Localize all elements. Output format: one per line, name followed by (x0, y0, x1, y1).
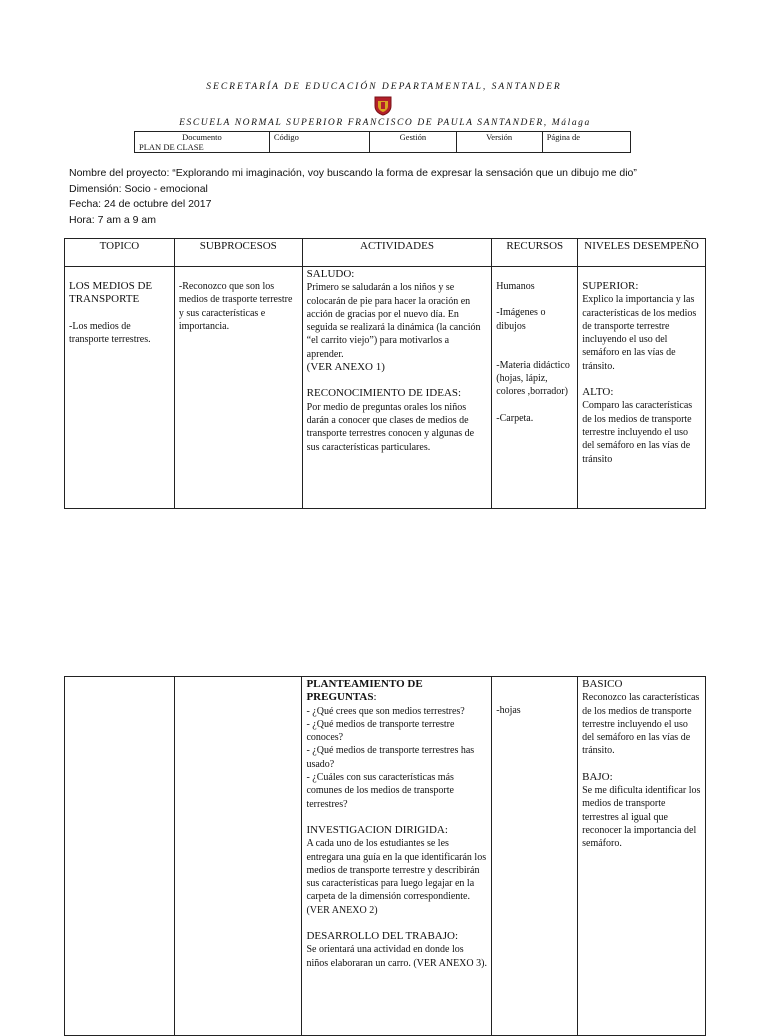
project-date: Fecha: 24 de octubre del 2017 (69, 198, 212, 210)
question-1: - ¿Qué crees que son medios terrestres? (306, 705, 465, 717)
saludo-title: SALUDO: (306, 268, 355, 280)
doc-cell-gestion: Gestión (370, 132, 456, 153)
header-niveles: NIVELES DESEMPEÑO (578, 239, 706, 267)
nivel-bajo-title: BAJO: (582, 770, 613, 783)
recurso-hojas: -hojas (496, 705, 521, 716)
cell-recursos (492, 267, 578, 509)
question-2: - ¿Qué medios de transporte terrestre conoces? (306, 718, 455, 744)
topico-title: LOS MEDIOS DE TRANSPORTE (69, 280, 153, 306)
secretaria-title: SECRETARÍA DE EDUCACIÓN DEPARTAMENTAL, SANTANDER (206, 82, 562, 92)
nivel-superior-text: Explico la importancia y las características de los medios de transporte terrestre incluyendo el uso del semáforo en las vías de tránsito. (582, 294, 697, 372)
nivel-alto-text: Comparo las características de los medios de transporte terrestre incluyendo el uso del semáforo en las vías de tránsito (582, 400, 693, 465)
doc-cell-version: Versión (456, 132, 542, 153)
question-3: - ¿Qué medios de transporte terrestres has usado? (306, 745, 475, 770)
school-crest-icon (374, 96, 392, 116)
project-time: Hora: 7 am a 9 am (69, 213, 156, 226)
investigacion-title: INVESTIGACION DIRIGIDA: (306, 823, 448, 836)
question-4: - ¿Cuáles con sus características más comunes de los medios de transporte terrestres? (306, 772, 454, 810)
doc-cell-pagina: Página de (542, 132, 630, 153)
nivel-basico-title: BASICO (582, 678, 623, 690)
project-info (69, 166, 637, 228)
subprocesos-text: -Reconozco que son los medios de trasporte terrestre y sus características e importancia. (178, 281, 293, 332)
recurso-humanos: Humanos (496, 281, 535, 292)
recurso-carpeta: -Carpeta. (496, 412, 534, 424)
nivel-bajo-text: Se me dificulta identificar los medios de transporte terrestres al igual que reconocer la importancia del semáforo. (582, 785, 701, 850)
header-actividades: ACTIVIDADES (302, 239, 492, 267)
planteamiento-colon: : (373, 691, 377, 704)
project-name: Nombre del proyecto: “Explorando mi imaginación, voy buscando la forma de expresar la sensación que un dibujo me dio” (69, 167, 637, 179)
header-topico: TOPICO (65, 239, 175, 267)
nivel-alto-title: ALTO: (582, 386, 614, 399)
recurso-material: -Materia didáctico (hojas, lápiz, colores ,borrador) (496, 359, 570, 398)
nivel-basico-text: Reconozco las características de los medios de transporte terrestre incluyendo el uso del semáforo en las vías de tránsito. (582, 692, 700, 757)
reconocimiento-text: Por medio de preguntas orales los niños darán a conocer que clases de medios de transporte terrestres conocen y algunas de sus características particulares. (306, 401, 475, 453)
desarrollo-title: DESARROLLO DEL TRABAJO: (306, 930, 459, 943)
doc-cell-documento (135, 132, 270, 153)
planteamiento-title (306, 678, 487, 705)
header-subprocesos: SUBPROCESOS (174, 239, 302, 267)
doc-label-plan: PLAN DE CLASE (139, 142, 204, 152)
escuela-title: ESCUELA NORMAL SUPERIOR FRANCISCO DE PAULA SANTANDER, Málaga (179, 118, 591, 128)
saludo-text: Primero se saludarán a los niños y se colocarán de pie para hacer la oración en acción de gracias por el nuevo día. En seguida se realizará la dinámica (la canción “el carrito viejo”) para motivarlos a aprender. (306, 282, 481, 360)
cell2-subprocesos (174, 677, 302, 1036)
reconocimiento-title: RECONOCIMIENTO DE IDEAS: (306, 387, 462, 400)
project-dimension: Dimensión: Socio - emocional (69, 182, 208, 195)
anexo-1: (VER ANEXO 1) (306, 361, 385, 374)
doc-label-documento: Documento (182, 132, 222, 142)
cell-actividades (302, 267, 492, 509)
cell2-actividades (302, 677, 492, 1036)
desarrollo-text: Se orientará una actividad en donde los niños elaboraran un carro. (VER ANEXO 3). (306, 944, 487, 969)
document-control-table (134, 131, 631, 153)
planteamiento-title-text: PLANTEAMIENTO DE PREGUNTAS (306, 678, 423, 704)
plan-table-1 (64, 238, 706, 509)
doc-cell-codigo: Código (269, 132, 369, 153)
cell2-niveles (578, 677, 706, 1036)
header-recursos: RECURSOS (492, 239, 578, 267)
plan-table-2 (64, 676, 706, 1036)
investigacion-text: A cada uno de los estudiantes se les entregara una guía en la que identificarán los medios de transporte terrestre y describirán sus características para luego legajar en la carpeta de la dimensión correspondiente. (VER ANEXO 2) (306, 838, 487, 916)
nivel-superior-title: SUPERIOR: (582, 280, 639, 292)
cell-niveles (578, 267, 706, 509)
recurso-imagenes: -Imágenes o dibujos (496, 307, 546, 332)
topico-text: -Los medios de transporte terrestres. (69, 320, 151, 345)
cell2-topico (65, 677, 175, 1036)
cell-subprocesos (174, 267, 302, 509)
cell-topico (65, 267, 175, 509)
cell2-recursos (492, 677, 578, 1036)
